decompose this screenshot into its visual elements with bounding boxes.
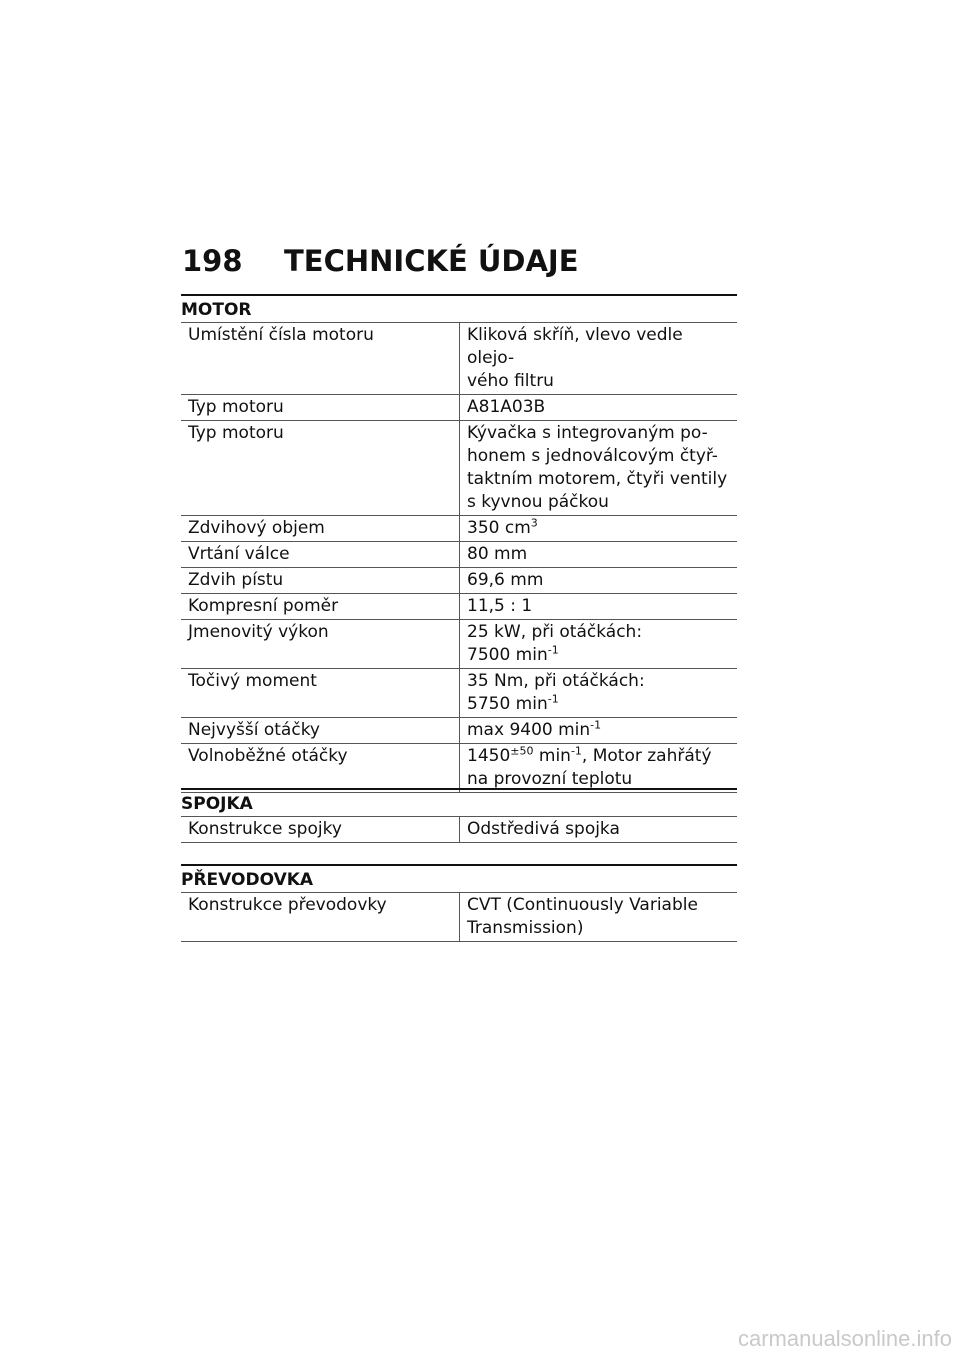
- spec-value: 69,6 mm: [460, 568, 738, 594]
- spec-value: Kývačka s integrovaným po- honem s jednoválcovým čtyř- taktním motorem, čtyři ventily s kyvnou páčkou: [460, 421, 738, 516]
- section-title: PŘEVODOVKA: [181, 864, 737, 892]
- table-row: [181, 669, 737, 718]
- table-row: [181, 718, 737, 744]
- spec-value: Odstředivá spojka: [460, 817, 738, 843]
- spec-value: 350 $cm^3$: [460, 516, 738, 542]
- section-title: SPOJKA: [181, 788, 737, 816]
- section-title: MOTOR: [181, 294, 737, 322]
- table-row: [181, 893, 737, 942]
- spec-value: A81A03B: [460, 395, 738, 421]
- spec-value: $1450^{\pm 50}$ $\min^{-1}$, Motor zahřátý na provozní teplotu: [460, 744, 738, 793]
- spec-label: Jmenovitý výkon: [181, 620, 460, 669]
- spec-label: Točivý moment: [181, 669, 460, 718]
- table-row: [181, 395, 737, 421]
- spec-section: [181, 864, 737, 942]
- page-title: TECHNICKÉ ÚDAJE: [284, 244, 579, 278]
- page-number: 198: [182, 244, 243, 278]
- spec-value: 11,5 : 1: [460, 594, 738, 620]
- page-header: [182, 244, 579, 278]
- spec-label: Volnoběžné otáčky: [181, 744, 460, 793]
- spec-value: 25 kW, při otáčkách: 7500 $\min^{-1}$: [460, 620, 738, 669]
- spec-label: Nejvyšší otáčky: [181, 718, 460, 744]
- table-row: [181, 817, 737, 843]
- spec-table: [181, 892, 737, 942]
- spec-table: [181, 816, 737, 843]
- spec-value: Kliková skříň, vlevo vedle olejo- vého filtru: [460, 323, 738, 395]
- spec-value: 80 mm: [460, 542, 738, 568]
- spec-section: [181, 294, 737, 793]
- table-row: [181, 516, 737, 542]
- watermark: carmanualsonline.info: [737, 1326, 952, 1351]
- table-row: [181, 594, 737, 620]
- table-row: [181, 568, 737, 594]
- spec-label: Kompresní poměr: [181, 594, 460, 620]
- spec-label: Umístění čísla motoru: [181, 323, 460, 395]
- spec-value: max 9400 $\min^{-1}$: [460, 718, 738, 744]
- table-row: [181, 744, 737, 793]
- table-row: [181, 421, 737, 516]
- spec-value: CVT (Continuously Variable Transmission): [460, 893, 738, 942]
- table-row: [181, 323, 737, 395]
- spec-table: [181, 322, 737, 793]
- spec-label: Konstrukce spojky: [181, 817, 460, 843]
- spec-label: Typ motoru: [181, 395, 460, 421]
- table-row: [181, 542, 737, 568]
- spec-label: Vrtání válce: [181, 542, 460, 568]
- spec-section: [181, 788, 737, 843]
- spec-label: Zdvihový objem: [181, 516, 460, 542]
- spec-label: Zdvih pístu: [181, 568, 460, 594]
- spec-label: Konstrukce převodovky: [181, 893, 460, 942]
- spec-label: Typ motoru: [181, 421, 460, 516]
- spec-value: 35 Nm, při otáčkách: 5750 $\min^{-1}$: [460, 669, 738, 718]
- table-row: [181, 620, 737, 669]
